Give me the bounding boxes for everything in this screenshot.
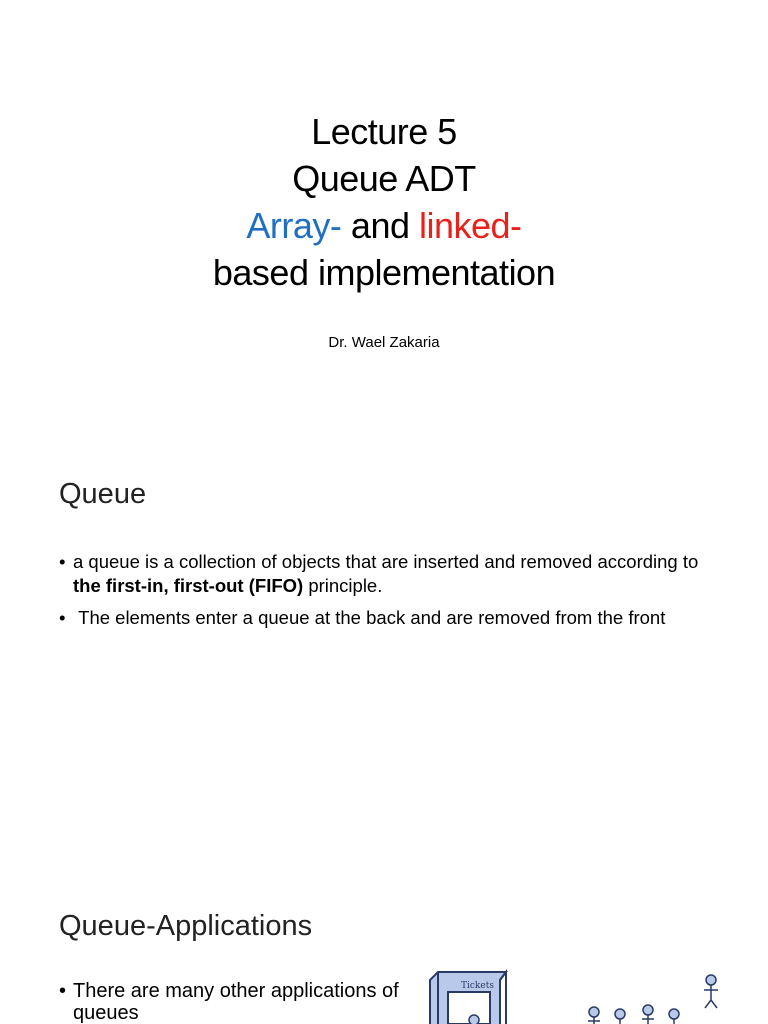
applications-slide <box>0 880 768 1024</box>
list-item <box>59 980 399 1024</box>
bullet-dot-icon: • <box>59 607 66 628</box>
author-name: Dr. Wael Zakaria <box>328 334 440 351</box>
and-keyword: and <box>341 205 419 246</box>
ticket-queue-illustration <box>400 968 768 1024</box>
title-line-queue-adt: Queue ADT <box>292 158 476 199</box>
array-keyword: Array- <box>246 205 342 246</box>
title-line-array-linked <box>0 202 768 249</box>
title-slide <box>0 0 768 420</box>
bullet-dot-icon: • <box>59 551 66 572</box>
slide-heading-applications: Queue-Applications <box>59 910 313 942</box>
bullet-text: There are many other applications of queues <box>73 980 399 1024</box>
bullet-text: The elements enter a queue at the back and are removed from the front <box>73 607 666 628</box>
ticket-booth-icon <box>430 972 506 1024</box>
bullet-text-suffix: principle. <box>303 575 383 596</box>
bullet-list <box>59 980 399 1024</box>
slide-heading-queue: Queue <box>59 478 147 510</box>
people-in-line-icon <box>588 975 718 1024</box>
list-item <box>59 606 719 630</box>
title-line-lecture: Lecture 5 <box>311 111 457 152</box>
queue-slide <box>0 440 768 870</box>
bullet-list <box>59 550 719 638</box>
list-item <box>59 550 719 598</box>
bullet-text: a queue is a collection of objects that are inserted and removed according to <box>73 551 699 572</box>
title-line-implementation: based implementation <box>212 252 556 293</box>
bullet-bold-text: the first-in, first-out (FIFO) <box>73 575 304 596</box>
slide-title <box>0 108 768 296</box>
ticket-sign: Tickets <box>461 981 494 991</box>
bullet-dot-icon: • <box>59 980 67 1002</box>
linked-keyword: linked- <box>419 205 522 246</box>
